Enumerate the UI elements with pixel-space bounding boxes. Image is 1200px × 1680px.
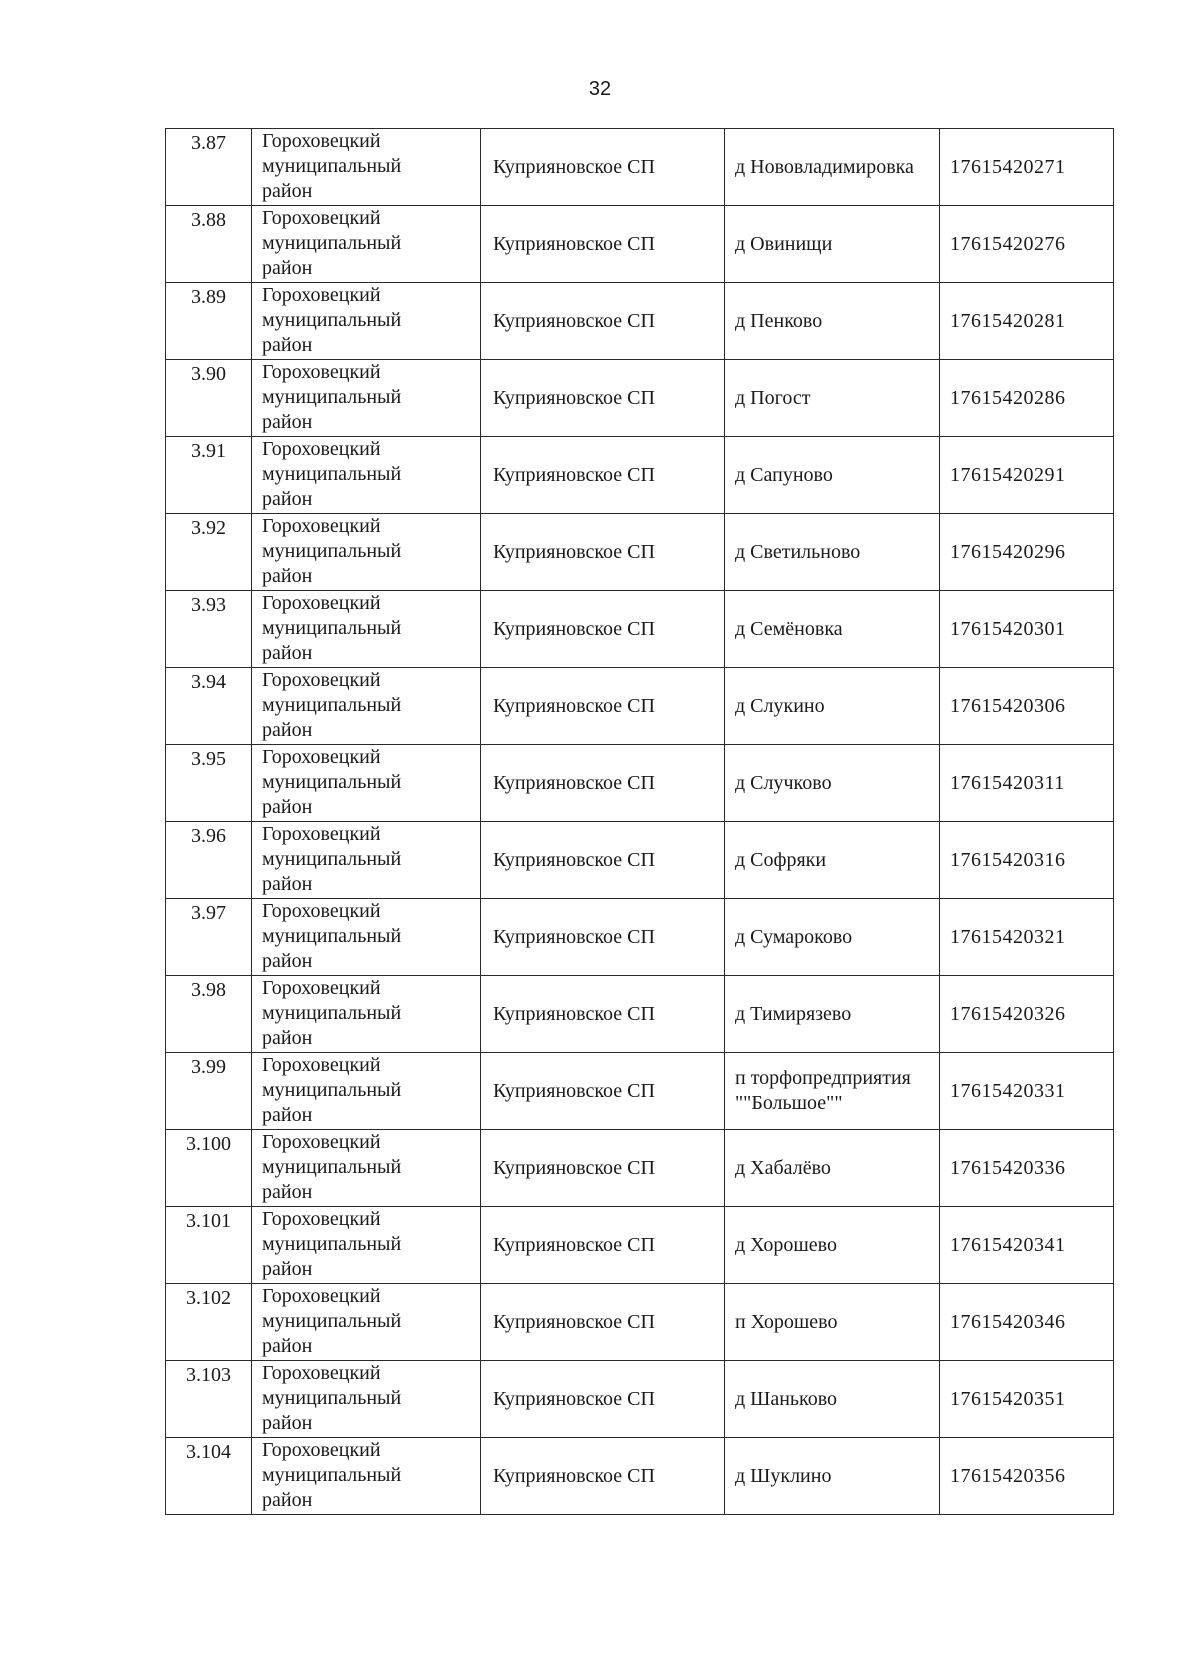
locality-cell: п Хорошево [725, 1284, 940, 1361]
settlement-cell: Куприяновское СП [481, 822, 725, 899]
table-row [166, 591, 1114, 668]
settlement-cell: Куприяновское СП [481, 206, 725, 283]
row-number: 3.98 [166, 976, 252, 1053]
settlement-cell: Куприяновское СП [481, 1438, 725, 1515]
table-row [166, 283, 1114, 360]
locality-cell: д Светильново [725, 514, 940, 591]
district-cell: Гороховецкий муниципальный район [252, 668, 481, 745]
settlement-cell: Куприяновское СП [481, 976, 725, 1053]
settlement-cell: Куприяновское СП [481, 283, 725, 360]
settlement-cell: Куприяновское СП [481, 591, 725, 668]
district-cell: Гороховецкий муниципальный район [252, 1438, 481, 1515]
row-number: 3.100 [166, 1130, 252, 1207]
oktmo-code-cell: 17615420306 [940, 668, 1114, 745]
row-number: 3.88 [166, 206, 252, 283]
locality-cell: д Погост [725, 360, 940, 437]
oktmo-code-cell: 17615420286 [940, 360, 1114, 437]
oktmo-code-cell: 17615420336 [940, 1130, 1114, 1207]
district-cell: Гороховецкий муниципальный район [252, 514, 481, 591]
oktmo-code-cell: 17615420316 [940, 822, 1114, 899]
locality-cell: д Семёновка [725, 591, 940, 668]
locality-cell: д Шуклино [725, 1438, 940, 1515]
locality-cell: п торфопредприятия ""Большое"" [725, 1053, 940, 1130]
oktmo-code-cell: 17615420311 [940, 745, 1114, 822]
oktmo-code-cell: 17615420271 [940, 129, 1114, 206]
table-row [166, 437, 1114, 514]
district-cell: Гороховецкий муниципальный район [252, 1053, 481, 1130]
district-cell: Гороховецкий муниципальный район [252, 1284, 481, 1361]
district-cell: Гороховецкий муниципальный район [252, 437, 481, 514]
locality-cell: д Сумароково [725, 899, 940, 976]
table-row [166, 1438, 1114, 1515]
settlement-cell: Куприяновское СП [481, 1207, 725, 1284]
table-row [166, 976, 1114, 1053]
row-number: 3.94 [166, 668, 252, 745]
settlement-cell: Куприяновское СП [481, 1053, 725, 1130]
table-row [166, 899, 1114, 976]
table-row [166, 206, 1114, 283]
oktmo-code-cell: 17615420321 [940, 899, 1114, 976]
oktmo-code-cell: 17615420341 [940, 1207, 1114, 1284]
row-number: 3.90 [166, 360, 252, 437]
locality-cell: д Слукино [725, 668, 940, 745]
settlement-cell: Куприяновское СП [481, 129, 725, 206]
oktmo-code-cell: 17615420276 [940, 206, 1114, 283]
table-row [166, 668, 1114, 745]
row-number: 3.97 [166, 899, 252, 976]
table-row [166, 822, 1114, 899]
oktmo-code-cell: 17615420331 [940, 1053, 1114, 1130]
district-cell: Гороховецкий муниципальный район [252, 1130, 481, 1207]
row-number: 3.95 [166, 745, 252, 822]
oktmo-code-cell: 17615420291 [940, 437, 1114, 514]
table-row [166, 129, 1114, 206]
district-cell: Гороховецкий муниципальный район [252, 976, 481, 1053]
oktmo-code-cell: 17615420356 [940, 1438, 1114, 1515]
row-number: 3.89 [166, 283, 252, 360]
district-cell: Гороховецкий муниципальный район [252, 283, 481, 360]
locality-cell: д Шаньково [725, 1361, 940, 1438]
locality-cell: д Овинищи [725, 206, 940, 283]
locality-cell: д Нововладимировка [725, 129, 940, 206]
row-number: 3.91 [166, 437, 252, 514]
locality-cell: д Пенково [725, 283, 940, 360]
oktmo-code-cell: 17615420351 [940, 1361, 1114, 1438]
row-number: 3.103 [166, 1361, 252, 1438]
district-cell: Гороховецкий муниципальный район [252, 899, 481, 976]
district-cell: Гороховецкий муниципальный район [252, 822, 481, 899]
oktmo-code-cell: 17615420281 [940, 283, 1114, 360]
row-number: 3.102 [166, 1284, 252, 1361]
table-row [166, 1284, 1114, 1361]
settlement-cell: Куприяновское СП [481, 899, 725, 976]
row-number: 3.92 [166, 514, 252, 591]
district-cell: Гороховецкий муниципальный район [252, 745, 481, 822]
row-number: 3.93 [166, 591, 252, 668]
table-row [166, 514, 1114, 591]
table-row [166, 1361, 1114, 1438]
locality-cell: д Сапуново [725, 437, 940, 514]
settlement-cell: Куприяновское СП [481, 437, 725, 514]
row-number: 3.87 [166, 129, 252, 206]
district-cell: Гороховецкий муниципальный район [252, 591, 481, 668]
row-number: 3.104 [166, 1438, 252, 1515]
settlement-cell: Куприяновское СП [481, 514, 725, 591]
table-row [166, 360, 1114, 437]
row-number: 3.96 [166, 822, 252, 899]
table-row [166, 1130, 1114, 1207]
settlement-cell: Куприяновское СП [481, 668, 725, 745]
locality-cell: д Софряки [725, 822, 940, 899]
district-cell: Гороховецкий муниципальный район [252, 206, 481, 283]
settlements-table [165, 128, 1114, 1515]
oktmo-code-cell: 17615420301 [940, 591, 1114, 668]
district-cell: Гороховецкий муниципальный район [252, 360, 481, 437]
row-number: 3.99 [166, 1053, 252, 1130]
district-cell: Гороховецкий муниципальный район [252, 1207, 481, 1284]
locality-cell: д Хабалёво [725, 1130, 940, 1207]
district-cell: Гороховецкий муниципальный район [252, 129, 481, 206]
locality-cell: д Тимирязево [725, 976, 940, 1053]
settlement-cell: Куприяновское СП [481, 1284, 725, 1361]
settlement-cell: Куприяновское СП [481, 1361, 725, 1438]
oktmo-code-cell: 17615420346 [940, 1284, 1114, 1361]
table-body [166, 129, 1114, 1515]
row-number: 3.101 [166, 1207, 252, 1284]
table-row [166, 1207, 1114, 1284]
settlement-cell: Куприяновское СП [481, 1130, 725, 1207]
table-row [166, 1053, 1114, 1130]
locality-cell: д Хорошево [725, 1207, 940, 1284]
oktmo-code-cell: 17615420326 [940, 976, 1114, 1053]
locality-cell: д Случково [725, 745, 940, 822]
oktmo-code-cell: 17615420296 [940, 514, 1114, 591]
settlement-cell: Куприяновское СП [481, 360, 725, 437]
table-row [166, 745, 1114, 822]
district-cell: Гороховецкий муниципальный район [252, 1361, 481, 1438]
settlement-cell: Куприяновское СП [481, 745, 725, 822]
page-number: 32 [588, 78, 612, 100]
